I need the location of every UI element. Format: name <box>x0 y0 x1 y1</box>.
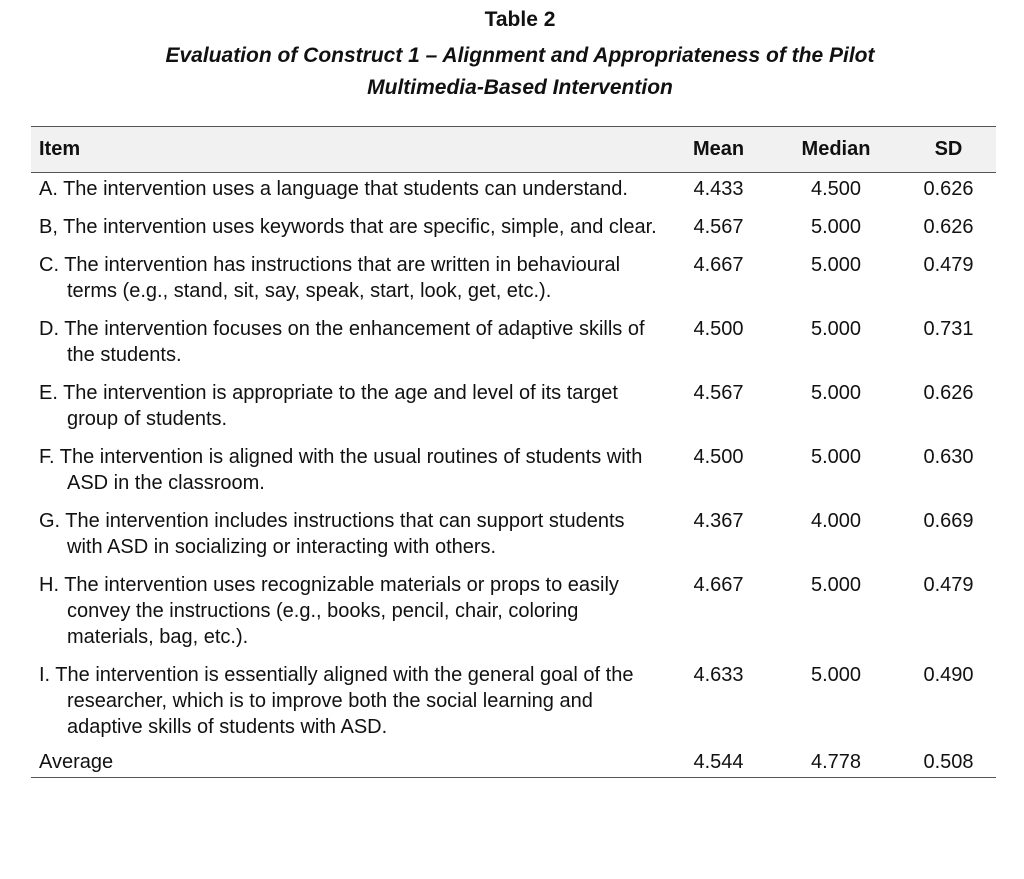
header-row <box>31 127 996 173</box>
mean-cell: 4.667 <box>693 574 744 596</box>
item-cell <box>31 211 666 249</box>
mean-cell: 4.567 <box>693 216 744 238</box>
table-row <box>31 569 996 659</box>
item-cell <box>31 377 666 441</box>
sd-cell: 0.731 <box>923 318 974 340</box>
item-text: D. The intervention focuses on the enhancement of adaptive skills of the students. <box>39 318 645 366</box>
header-sd: SD <box>901 127 996 173</box>
mean-cell: 4.500 <box>693 446 744 468</box>
table-title-line: Multimedia-Based Intervention <box>367 76 673 99</box>
average-row <box>31 749 996 778</box>
mean-cell: 4.633 <box>693 664 744 686</box>
sd-cell: 0.479 <box>923 254 974 276</box>
table-row <box>31 313 996 377</box>
mean-cell: 4.667 <box>693 254 744 276</box>
sd-cell: 0.479 <box>923 574 974 596</box>
table-title <box>0 40 1024 104</box>
item-text: B, The intervention uses keywords that are specific, simple, and clear. <box>39 216 657 238</box>
item-cell <box>31 249 666 313</box>
average-mean: 4.544 <box>666 749 771 778</box>
median-cell: 5.000 <box>810 446 862 468</box>
median-cell: 5.000 <box>810 254 862 276</box>
median-cell: 5.000 <box>810 664 862 686</box>
data-table <box>31 126 996 778</box>
item-text: F. The intervention is aligned with the usual routines of students with ASD in the classroom. <box>39 446 643 494</box>
sd-cell: 0.630 <box>923 446 974 468</box>
median-cell: 5.000 <box>810 382 862 404</box>
item-text: A. The intervention uses a language that students can understand. <box>39 178 628 200</box>
header-median: Median <box>771 127 901 173</box>
item-cell <box>31 569 666 659</box>
sd-cell: 0.626 <box>923 216 974 238</box>
average-sd: 0.508 <box>901 749 996 778</box>
median-cell: 5.000 <box>810 216 862 238</box>
median-cell: 5.000 <box>810 318 862 340</box>
mean-cell: 4.367 <box>693 510 744 532</box>
item-cell <box>31 659 666 749</box>
table-row <box>31 173 996 212</box>
sd-cell: 0.490 <box>923 664 974 686</box>
median-cell: 4.500 <box>810 178 862 200</box>
item-text: C. The intervention has instructions that are written in behavioural terms (e.g., stand, sit, say, speak, start, look, get, etc.). <box>39 254 621 302</box>
mean-cell: 4.500 <box>693 318 744 340</box>
item-text: I. The intervention is essentially aligned with the general goal of the researcher, which is to improve both the social learning and adaptive skills of students with ASD. <box>39 664 634 738</box>
header-mean: Mean <box>666 127 771 173</box>
average-label: Average <box>31 749 666 778</box>
table-row <box>31 505 996 569</box>
mean-cell: 4.567 <box>693 382 744 404</box>
table-row <box>31 659 996 749</box>
median-cell: 4.000 <box>810 510 862 532</box>
item-cell <box>31 441 666 505</box>
header-item: Item <box>31 127 666 173</box>
table-row <box>31 211 996 249</box>
item-text: E. The intervention is appropriate to the age and level of its target group of students. <box>39 382 618 430</box>
item-text: G. The intervention includes instructions that can support students with ASD in socializing or interacting with others. <box>39 510 625 558</box>
table-row <box>31 377 996 441</box>
sd-cell: 0.626 <box>923 178 974 200</box>
item-cell <box>31 313 666 377</box>
item-cell <box>31 505 666 569</box>
median-cell: 5.000 <box>810 574 862 596</box>
mean-cell: 4.433 <box>693 178 744 200</box>
table-title-line: Evaluation of Construct 1 – Alignment and Appropriateness of the Pilot <box>165 44 875 67</box>
sd-cell: 0.669 <box>923 510 974 532</box>
average-median: 4.778 <box>771 749 901 778</box>
table-row <box>31 441 996 505</box>
item-text: H. The intervention uses recognizable materials or props to easily convey the instructions (e.g., books, pencil, chair, coloring materials, bag, etc.). <box>39 574 619 648</box>
table-row <box>31 249 996 313</box>
sd-cell: 0.626 <box>923 382 974 404</box>
item-cell <box>31 173 666 212</box>
table-label: Table 2 <box>484 8 556 31</box>
